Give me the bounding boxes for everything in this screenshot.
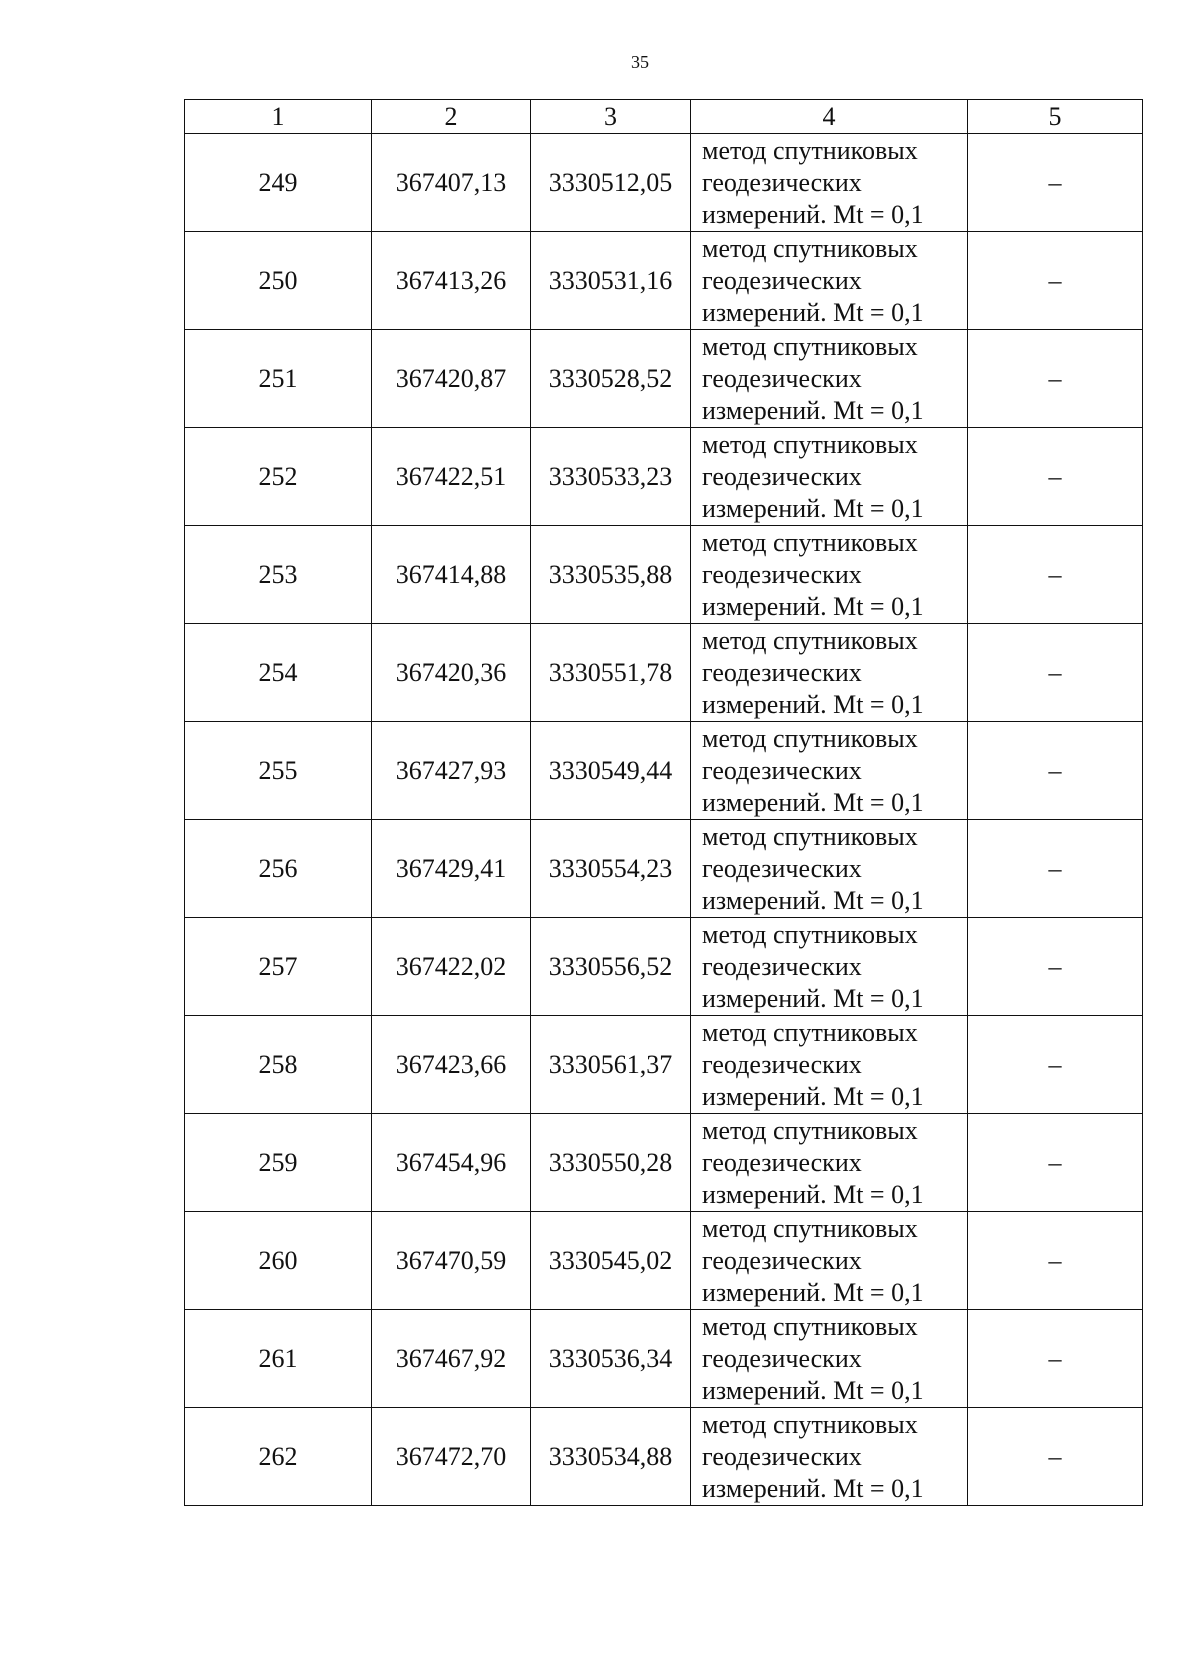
table-row [185,722,1143,820]
table-row [185,1114,1143,1212]
method-cell [691,526,968,624]
method-cell [691,1212,968,1310]
column-5-cell: – [968,526,1143,624]
x-coordinate-cell: 367427,93 [372,722,531,820]
y-coordinate-cell: 3330534,88 [531,1408,691,1506]
method-line: метод спутниковых [702,625,918,655]
method-line: геодезических [702,559,862,589]
table-row [185,624,1143,722]
method-line: метод спутниковых [702,1311,918,1341]
x-coordinate-cell: 367422,02 [372,918,531,1016]
x-coordinate-cell: 367472,70 [372,1408,531,1506]
x-coordinate-cell: 367413,26 [372,232,531,330]
method-line: измерений. Mt = 0,1 [702,983,924,1013]
point-number-cell: 252 [185,428,372,526]
point-number-cell: 255 [185,722,372,820]
method-line: геодезических [702,461,862,491]
method-cell [691,134,968,232]
point-number-cell: 254 [185,624,372,722]
column-5-cell: – [968,722,1143,820]
method-cell [691,820,968,918]
point-number-cell: 260 [185,1212,372,1310]
column-5-cell: – [968,232,1143,330]
x-coordinate-cell: 367454,96 [372,1114,531,1212]
column-header-5: 5 [968,100,1143,134]
method-cell [691,1114,968,1212]
method-cell [691,232,968,330]
point-number-cell: 253 [185,526,372,624]
method-cell [691,918,968,1016]
y-coordinate-cell: 3330554,23 [531,820,691,918]
method-line: метод спутниковых [702,1017,918,1047]
table-row [185,918,1143,1016]
method-line: метод спутниковых [702,527,918,557]
y-coordinate-cell: 3330536,34 [531,1310,691,1408]
column-5-cell: – [968,1310,1143,1408]
x-coordinate-cell: 367423,66 [372,1016,531,1114]
method-line: метод спутниковых [702,919,918,949]
point-number-cell: 262 [185,1408,372,1506]
method-cell [691,624,968,722]
method-line: метод спутниковых [702,1409,918,1439]
column-5-cell: – [968,330,1143,428]
method-line: измерений. Mt = 0,1 [702,297,924,327]
x-coordinate-cell: 367467,92 [372,1310,531,1408]
y-coordinate-cell: 3330533,23 [531,428,691,526]
method-cell [691,722,968,820]
method-line: геодезических [702,755,862,785]
method-line: измерений. Mt = 0,1 [702,199,924,229]
y-coordinate-cell: 3330549,44 [531,722,691,820]
method-line: измерений. Mt = 0,1 [702,1473,924,1503]
coordinates-table [184,99,1143,1506]
table-row [185,1310,1143,1408]
method-line: измерений. Mt = 0,1 [702,1081,924,1111]
y-coordinate-cell: 3330528,52 [531,330,691,428]
coordinates-table-container [184,99,1142,1506]
method-line: метод спутниковых [702,1115,918,1145]
method-line: измерений. Mt = 0,1 [702,1277,924,1307]
method-line: метод спутниковых [702,429,918,459]
table-row [185,1016,1143,1114]
x-coordinate-cell: 367422,51 [372,428,531,526]
method-line: измерений. Mt = 0,1 [702,1375,924,1405]
method-line: геодезических [702,1245,862,1275]
column-5-cell: – [968,428,1143,526]
column-5-cell: – [968,918,1143,1016]
column-header-3: 3 [531,100,691,134]
method-cell [691,1310,968,1408]
column-header-2: 2 [372,100,531,134]
x-coordinate-cell: 367429,41 [372,820,531,918]
column-header-1: 1 [185,100,372,134]
y-coordinate-cell: 3330512,05 [531,134,691,232]
table-row [185,134,1143,232]
method-line: геодезических [702,853,862,883]
method-line: метод спутниковых [702,135,918,165]
method-line: геодезических [702,265,862,295]
column-5-cell: – [968,624,1143,722]
method-line: измерений. Mt = 0,1 [702,591,924,621]
method-line: геодезических [702,951,862,981]
table-row [185,428,1143,526]
x-coordinate-cell: 367414,88 [372,526,531,624]
method-line: метод спутниковых [702,723,918,753]
method-line: геодезических [702,657,862,687]
method-line: геодезических [702,1441,862,1471]
point-number-cell: 258 [185,1016,372,1114]
point-number-cell: 261 [185,1310,372,1408]
y-coordinate-cell: 3330551,78 [531,624,691,722]
method-line: геодезических [702,1049,862,1079]
method-line: геодезических [702,1147,862,1177]
page-number: 35 [631,52,649,72]
y-coordinate-cell: 3330545,02 [531,1212,691,1310]
method-line: геодезических [702,167,862,197]
point-number-cell: 257 [185,918,372,1016]
method-line: измерений. Mt = 0,1 [702,689,924,719]
method-cell [691,330,968,428]
y-coordinate-cell: 3330535,88 [531,526,691,624]
column-5-cell: – [968,820,1143,918]
header-row [185,100,1143,134]
column-5-cell: – [968,1016,1143,1114]
table-row [185,1212,1143,1310]
method-cell [691,1016,968,1114]
method-line: измерений. Mt = 0,1 [702,493,924,523]
column-header-4: 4 [691,100,968,134]
table-row [185,232,1143,330]
column-5-cell: – [968,1212,1143,1310]
table-body [185,134,1143,1506]
method-line: метод спутниковых [702,331,918,361]
point-number-cell: 249 [185,134,372,232]
column-5-cell: – [968,1114,1143,1212]
method-line: измерений. Mt = 0,1 [702,1179,924,1209]
point-number-cell: 251 [185,330,372,428]
table-row [185,1408,1143,1506]
point-number-cell: 250 [185,232,372,330]
method-line: измерений. Mt = 0,1 [702,885,924,915]
y-coordinate-cell: 3330531,16 [531,232,691,330]
point-number-cell: 256 [185,820,372,918]
column-5-cell: – [968,1408,1143,1506]
method-line: геодезических [702,1343,862,1373]
method-line: измерений. Mt = 0,1 [702,787,924,817]
x-coordinate-cell: 367420,36 [372,624,531,722]
y-coordinate-cell: 3330550,28 [531,1114,691,1212]
table-row [185,526,1143,624]
column-5-cell: – [968,134,1143,232]
method-line: измерений. Mt = 0,1 [702,395,924,425]
y-coordinate-cell: 3330556,52 [531,918,691,1016]
method-line: метод спутниковых [702,821,918,851]
table-row [185,820,1143,918]
method-line: метод спутниковых [702,1213,918,1243]
method-cell [691,428,968,526]
point-number-cell: 259 [185,1114,372,1212]
x-coordinate-cell: 367420,87 [372,330,531,428]
method-cell [691,1408,968,1506]
x-coordinate-cell: 367407,13 [372,134,531,232]
method-line: метод спутниковых [702,233,918,263]
x-coordinate-cell: 367470,59 [372,1212,531,1310]
y-coordinate-cell: 3330561,37 [531,1016,691,1114]
table-row [185,330,1143,428]
table-header [185,100,1143,134]
method-line: геодезических [702,363,862,393]
